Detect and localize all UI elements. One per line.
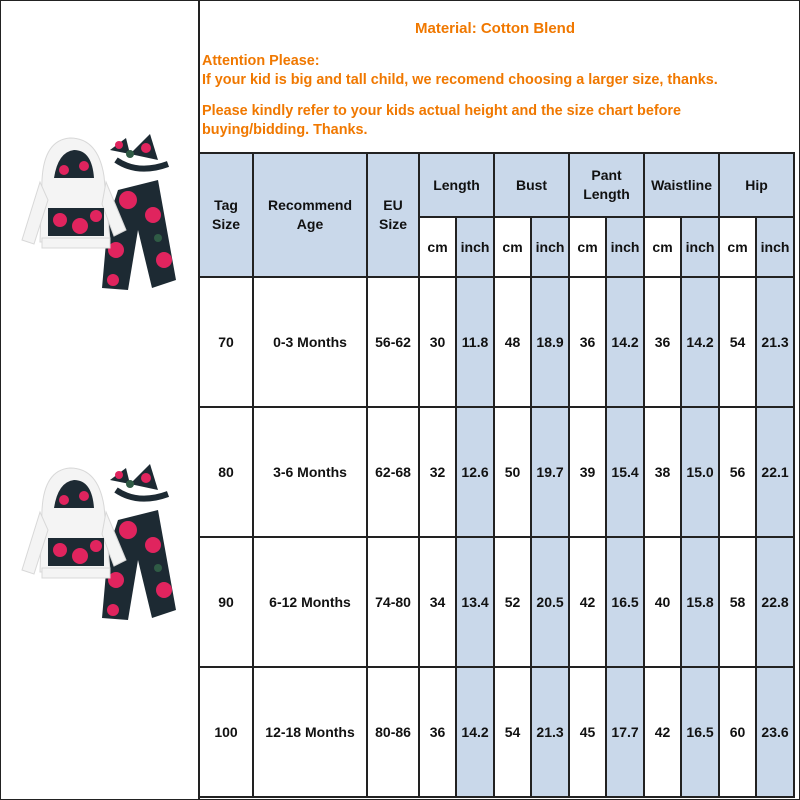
product-image-column [0,0,200,800]
unit-inch: inch [456,217,494,277]
headband-bow-icon [110,134,168,169]
table-row [199,407,794,537]
notes-panel [200,0,800,152]
unit-cm: cm [419,217,456,277]
unit-cm: cm [719,217,756,277]
table-row [199,277,794,407]
cell-length-cm: 34 [419,537,456,667]
header-row-groups [199,153,794,217]
cell-bust-inch: 19.7 [531,407,569,537]
cell-pant-length-cm: 39 [569,407,606,537]
cell-waistline-inch: 15.8 [681,537,719,667]
cell-length-inch: 11.8 [456,277,494,407]
cell-waistline-cm: 40 [644,537,681,667]
attention-text: If your kid is big and tall child, we recomend choosing a larger size, thanks. [202,72,718,88]
cell-recommend-age: 0-3 Months [253,277,367,407]
cell-bust-inch: 20.5 [531,537,569,667]
product-outfit-image-2 [18,450,188,640]
cell-waistline-cm: 42 [644,667,681,797]
col-header-waistline: Waistline [644,153,719,217]
cell-tag-size: 90 [199,537,253,667]
col-header-recommend-age: Recommend Age [253,153,367,277]
size-chart-table [198,152,795,798]
outfit-illustration [22,464,176,620]
refer-note: Please kindly refer to your kids actual height and the size chart before buying/bidding. Thanks. [202,103,682,138]
table-row [199,667,794,797]
cell-eu-size: 80-86 [367,667,419,797]
cell-pant-length-cm: 36 [569,277,606,407]
cell-bust-cm: 48 [494,277,531,407]
col-header-bust: Bust [494,153,569,217]
material-heading: Material: Cotton Blend [415,20,575,37]
col-header-hip: Hip [719,153,794,217]
cell-length-cm: 32 [419,407,456,537]
cell-pant-length-inch: 14.2 [606,277,644,407]
cell-recommend-age: 6-12 Months [253,537,367,667]
cell-waistline-inch: 14.2 [681,277,719,407]
cell-pant-length-cm: 45 [569,667,606,797]
cell-bust-inch: 21.3 [531,667,569,797]
cell-tag-size: 100 [199,667,253,797]
cell-tag-size: 70 [199,277,253,407]
cell-hip-cm: 58 [719,537,756,667]
col-header-eu-size: EU Size [367,153,419,277]
cell-length-inch: 14.2 [456,667,494,797]
cell-pant-length-inch: 16.5 [606,537,644,667]
cell-hip-inch: 23.6 [756,667,794,797]
cell-hip-inch: 22.1 [756,407,794,537]
cell-waistline-cm: 38 [644,407,681,537]
cell-recommend-age: 3-6 Months [253,407,367,537]
cell-waistline-inch: 15.0 [681,407,719,537]
cell-tag-size: 80 [199,407,253,537]
cell-bust-cm: 54 [494,667,531,797]
headband-bow-icon [110,464,168,499]
product-outfit-image-1 [18,120,188,310]
unit-inch: inch [531,217,569,277]
cell-length-cm: 36 [419,667,456,797]
attention-title: Attention Please: [202,53,320,69]
cell-eu-size: 62-68 [367,407,419,537]
cell-recommend-age: 12-18 Months [253,667,367,797]
cell-bust-cm: 52 [494,537,531,667]
cell-pant-length-inch: 15.4 [606,407,644,537]
cell-bust-cm: 50 [494,407,531,537]
attention-note [202,52,718,90]
cell-waistline-cm: 36 [644,277,681,407]
cell-eu-size: 56-62 [367,277,419,407]
cell-pant-length-inch: 17.7 [606,667,644,797]
cell-length-inch: 12.6 [456,407,494,537]
unit-cm: cm [569,217,606,277]
unit-cm: cm [494,217,531,277]
unit-inch: inch [681,217,719,277]
unit-cm: cm [644,217,681,277]
cell-hip-cm: 60 [719,667,756,797]
col-header-length: Length [419,153,494,217]
unit-inch: inch [606,217,644,277]
cell-hip-inch: 22.8 [756,537,794,667]
cell-pant-length-cm: 42 [569,537,606,667]
table-row [199,537,794,667]
cell-hip-inch: 21.3 [756,277,794,407]
col-header-pant-length: Pant Length [569,153,644,217]
outfit-illustration [22,134,176,290]
cell-bust-inch: 18.9 [531,277,569,407]
cell-eu-size: 74-80 [367,537,419,667]
cell-waistline-inch: 16.5 [681,667,719,797]
cell-hip-cm: 54 [719,277,756,407]
cell-length-inch: 13.4 [456,537,494,667]
unit-inch: inch [756,217,794,277]
col-header-tag-size: Tag Size [199,153,253,277]
cell-hip-cm: 56 [719,407,756,537]
cell-length-cm: 30 [419,277,456,407]
